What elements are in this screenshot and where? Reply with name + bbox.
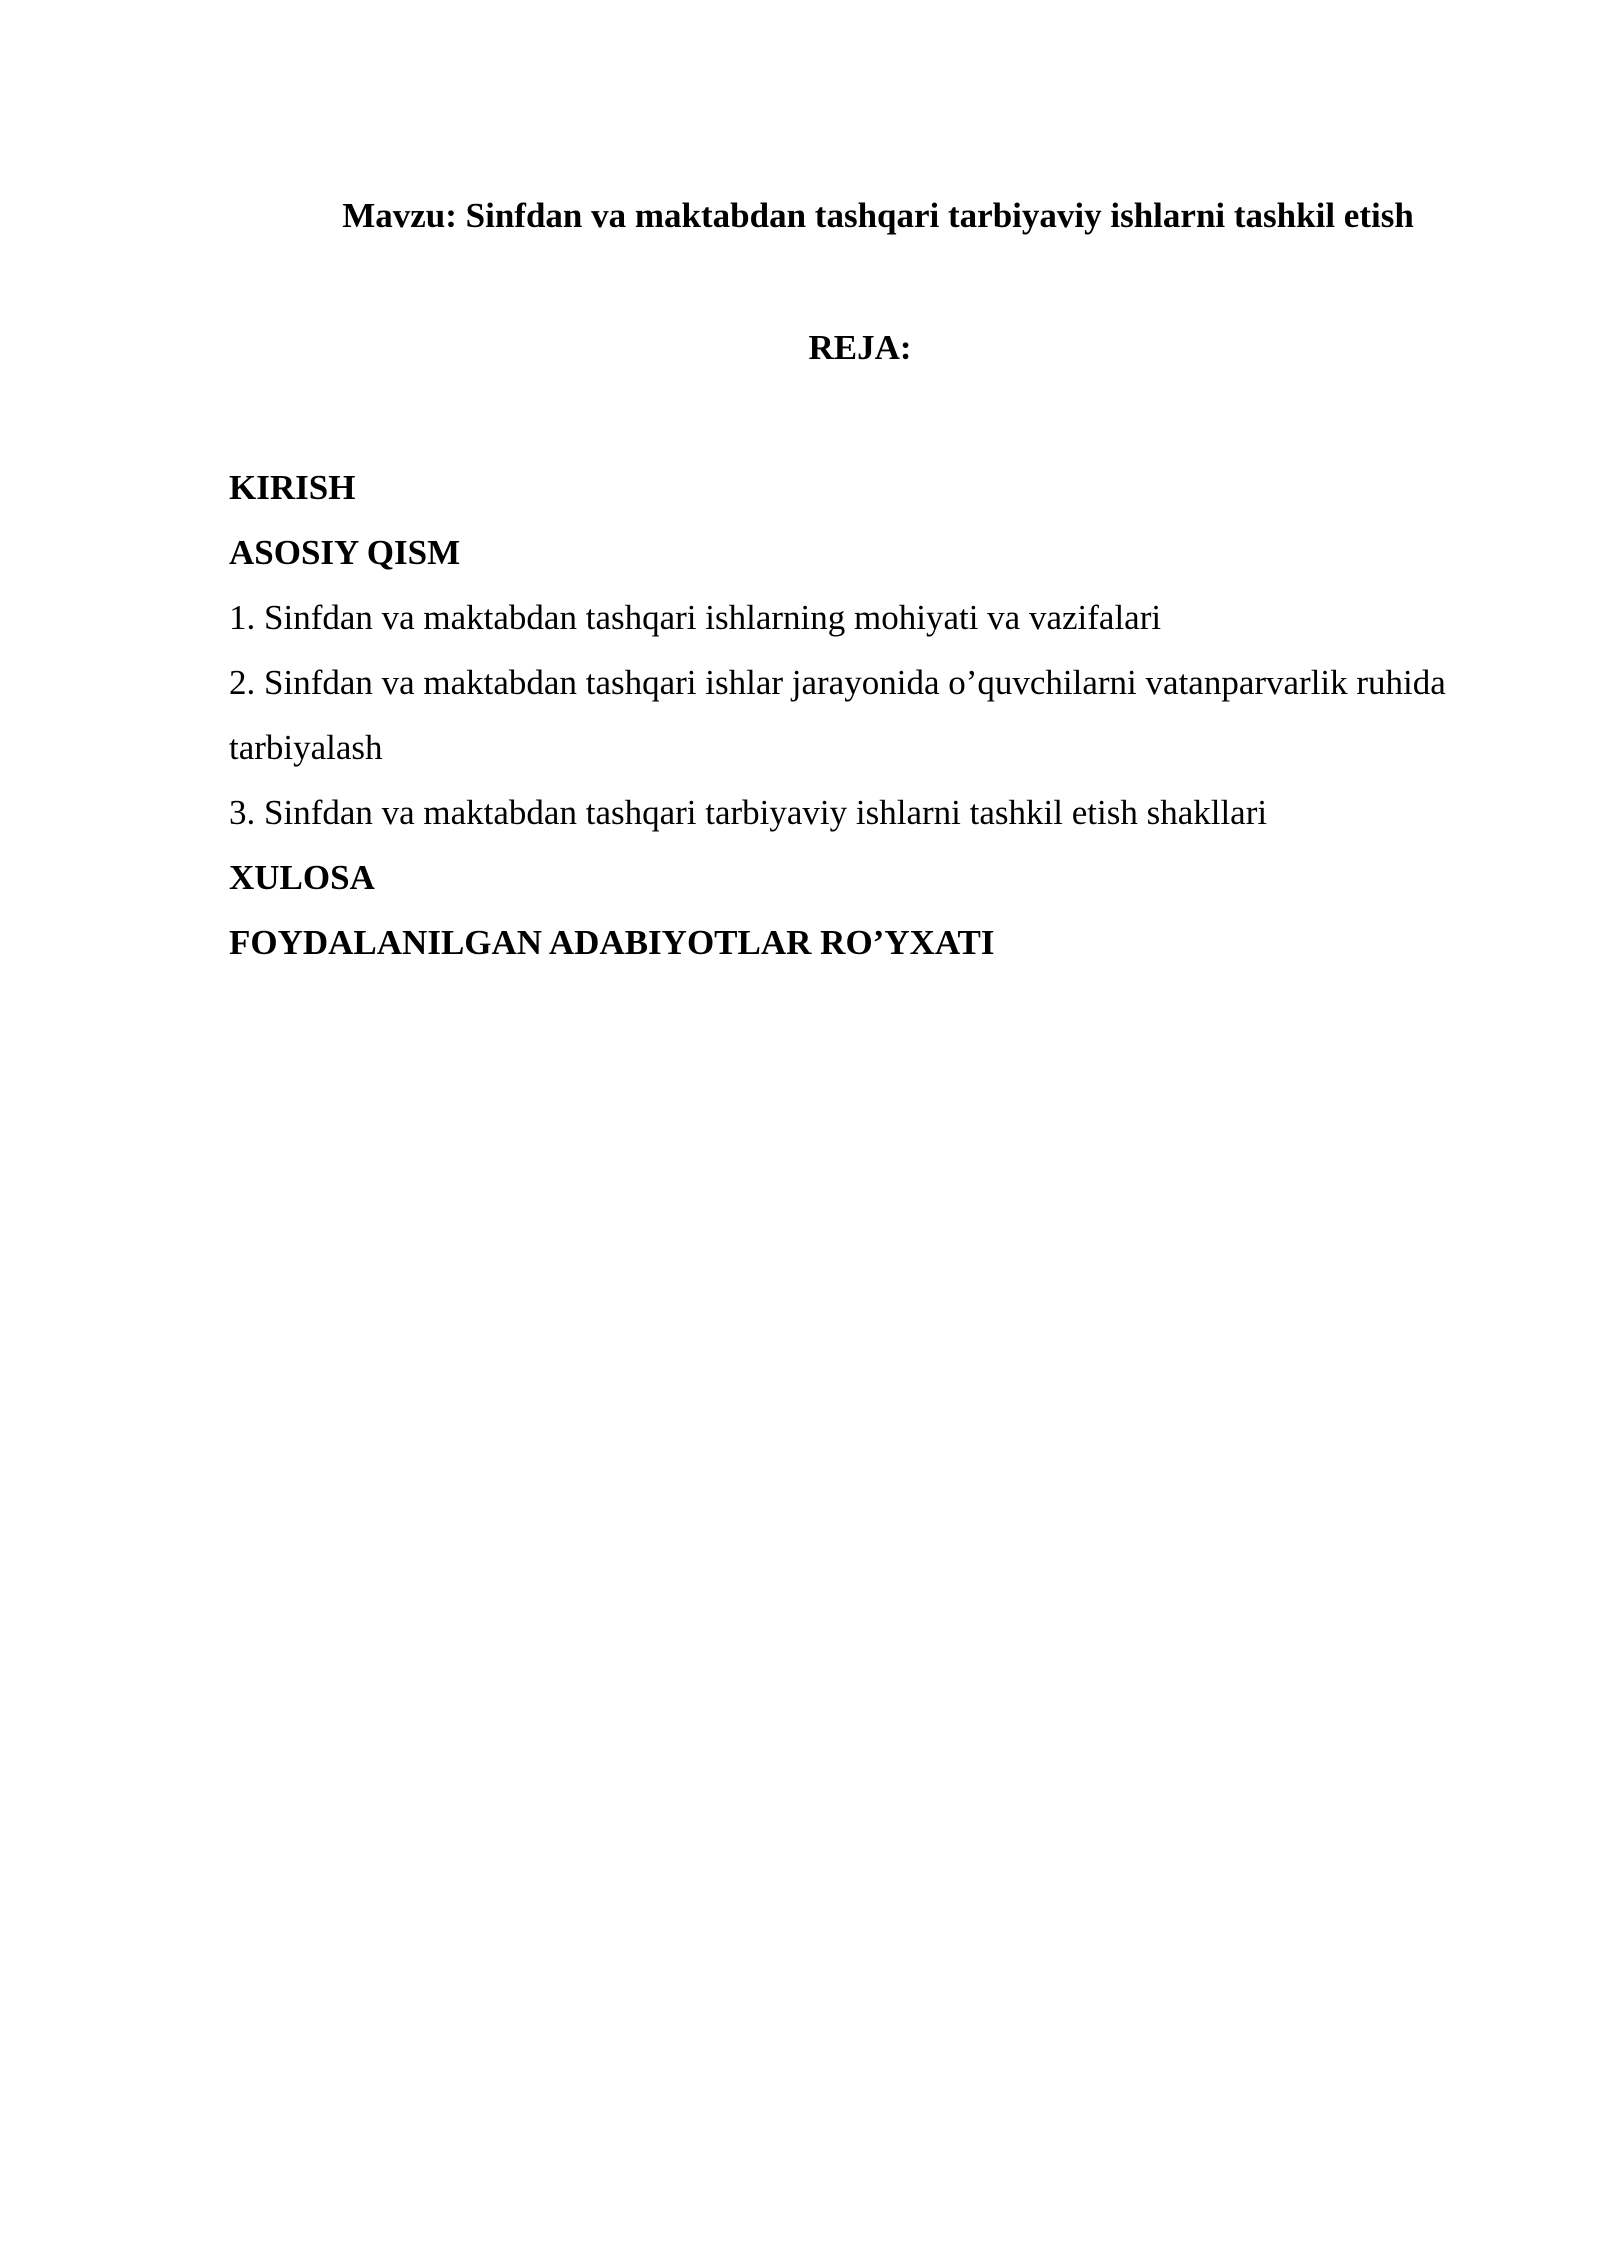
plan-item-section-1: 1. Sinfdan va maktabdan tashqari ishlarning mohiyati va vazifalari [229,598,1162,637]
document-title: Mavzu: Sinfdan va maktabdan tashqari tarbiyaviy ishlarni tashkil etish [342,196,1414,235]
plan-item-references: FOYDALANILGAN ADABIYOTLAR RO’YXATI [229,923,995,962]
plan-item-section-2: 2. Sinfdan va maktabdan tashqari ishlar jarayonida o’quvchilarni vatanparvarlik ruhida tarbiyalash [229,663,1446,767]
plan-item-introduction: KIRISH [229,468,356,507]
plan-item-section-3: 3. Sinfdan va maktabdan tashqari tarbiyaviy ishlarni tashkil etish shakllari [229,793,1268,832]
plan-heading: REJA: [808,328,912,367]
plan-item-conclusion: XULOSA [229,858,375,897]
plan-list [229,455,1449,975]
plan-item-main-part: ASOSIY QISM [229,533,461,572]
